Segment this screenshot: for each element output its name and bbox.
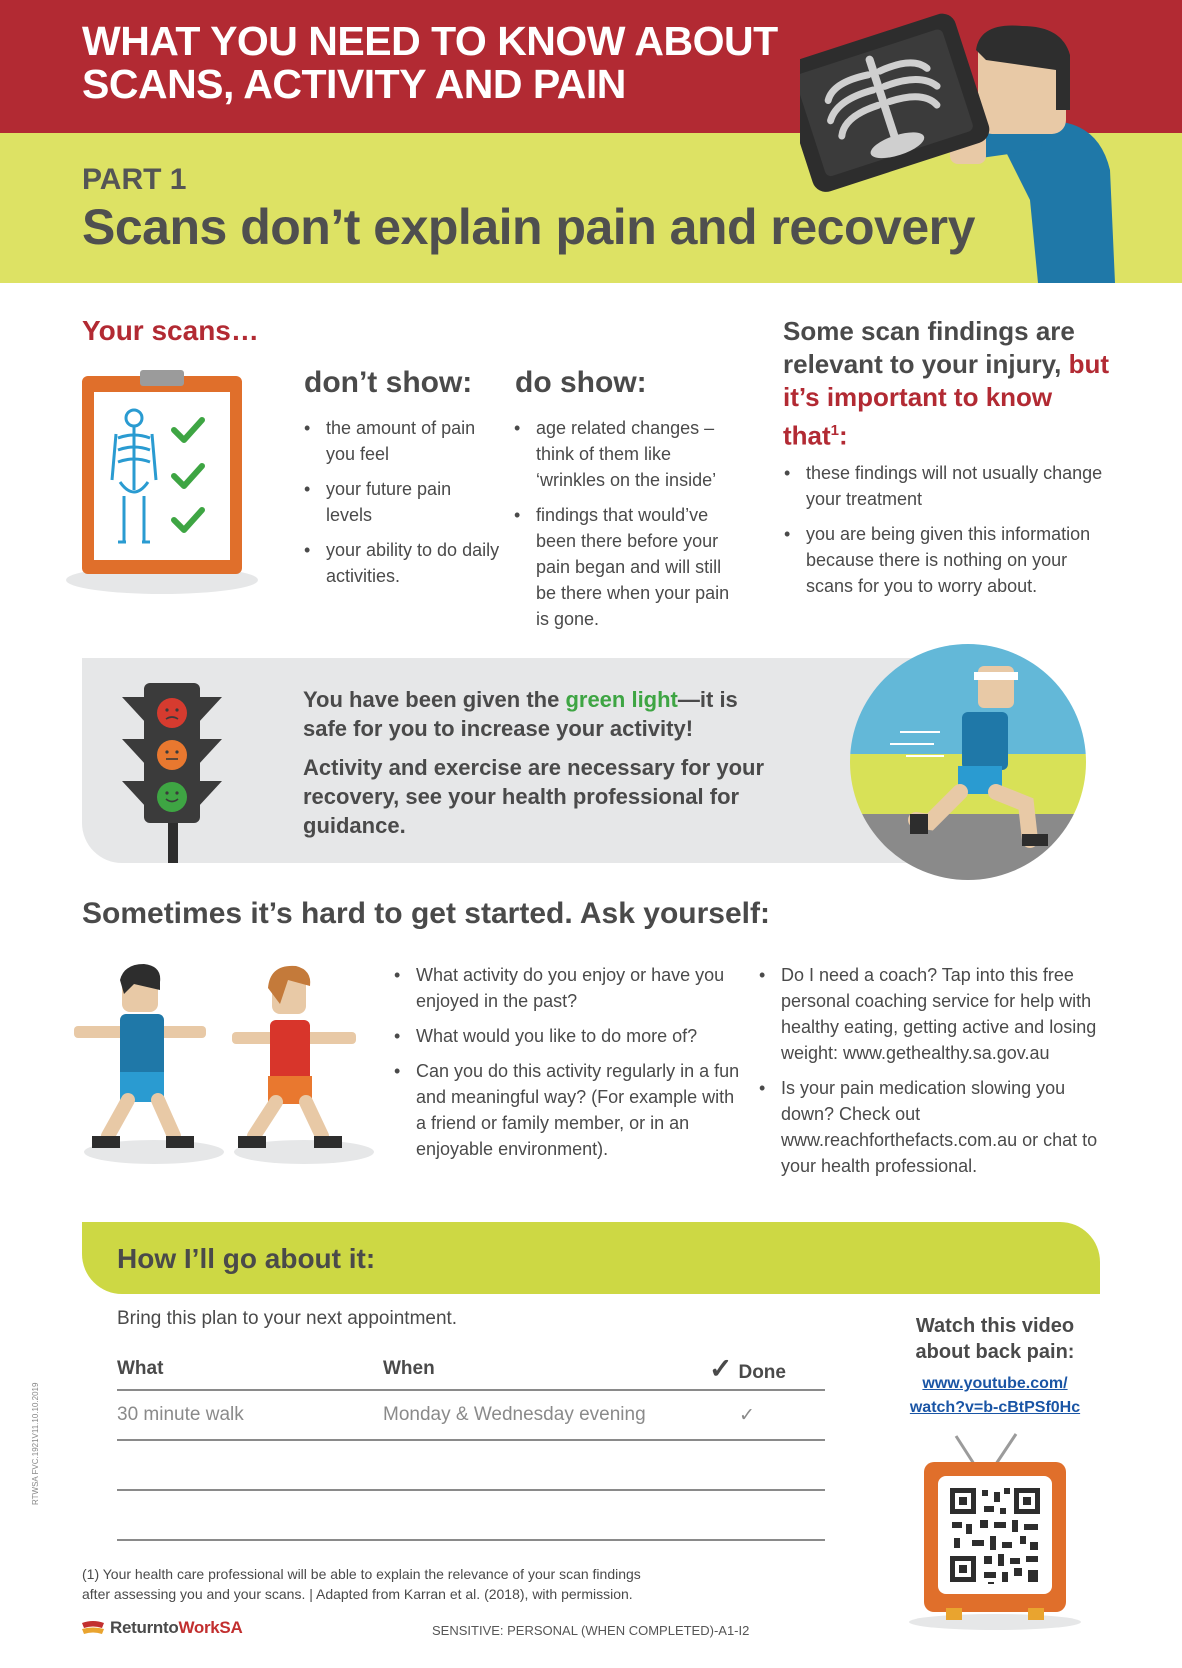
list-item: • age related changes – think of them like ‘wrinkles on the inside’ <box>512 415 742 493</box>
plan-when-cell[interactable] <box>383 1490 709 1540</box>
plan-what-cell[interactable]: 30 minute walk <box>117 1390 383 1440</box>
page-title-line2: SCANS, ACTIVITY AND PAIN <box>82 61 626 107</box>
clipboard-illustration <box>62 370 262 600</box>
dont-show-heading: don’t show: <box>304 366 473 399</box>
list-item: • you are being given this information because there is nothing on your scans for you to worry about. <box>782 521 1112 599</box>
list-item: • your ability to do daily activities. <box>302 537 502 589</box>
list-item: • Do I need a coach? Tap into this free personal coaching service for help with healthy eating, getting active and losing weight: www.gethealthy.sa.gov.au <box>757 962 1107 1066</box>
do-show-list <box>512 415 742 641</box>
traffic-light-icon <box>122 683 222 863</box>
runner-illustration <box>850 644 1086 880</box>
ask-yourself-heading: Sometimes it’s hard to get started. Ask yourself: <box>82 897 770 930</box>
findings-heading-part2: but it’s important to know that <box>783 349 1110 451</box>
page-title <box>82 20 802 106</box>
clipboard-paper <box>94 392 230 560</box>
sensitivity-label: SENSITIVE: PERSONAL (WHEN COMPLETED)-A1-I2 <box>432 1623 750 1638</box>
plan-done-cell[interactable] <box>709 1440 825 1490</box>
activity-message: Activity and exercise are necessary for your recovery, see your health professional for guidance. <box>303 755 765 838</box>
column-header-done <box>709 1348 825 1390</box>
page-title-line1: WHAT YOU NEED TO KNOW ABOUT <box>82 18 778 64</box>
dont-show-list <box>302 415 502 598</box>
tick-icon: ✓ <box>709 1353 733 1384</box>
list-item: • these findings will not usually change your treatment <box>782 460 1112 512</box>
list-item: • What would you like to do more of? <box>392 1023 742 1049</box>
list-item: • the amount of pain you feel <box>302 415 502 467</box>
exercisers-illustration <box>74 960 374 1166</box>
plan-table <box>117 1348 825 1541</box>
plan-done-cell[interactable] <box>709 1490 825 1540</box>
footnote-marker: 1 <box>830 422 840 439</box>
video-link-line1[interactable]: www.youtube.com/ <box>922 1375 1068 1392</box>
list-item: • findings that would’ve been there before your pain began and will still be there when your pain is gone. <box>512 502 742 632</box>
list-item: • Is your pain medication slowing you down? Check out www.reachforthefacts.com.au or chat to your health professional. <box>757 1075 1107 1179</box>
column-header-when: When <box>383 1348 709 1390</box>
findings-list <box>782 460 1112 608</box>
ask-list-left <box>392 962 742 1171</box>
red-light <box>157 698 187 728</box>
footnote-line2: after assessing you and your scans. | Adapted from Karran et al. (2018), with permission. <box>82 1586 633 1602</box>
part-title: Scans don’t explain pain and recovery <box>82 199 975 255</box>
plan-when-cell[interactable]: Monday & Wednesday evening <box>383 1390 709 1440</box>
plan-what-cell[interactable] <box>117 1490 383 1540</box>
xray-illustration <box>800 0 1182 283</box>
clipboard-clip <box>140 370 184 386</box>
table-row <box>117 1490 825 1540</box>
scans-heading: Your scans… <box>82 315 259 346</box>
table-row <box>117 1440 825 1490</box>
column-header-done-label: Done <box>738 1362 786 1383</box>
findings-heading <box>783 315 1113 453</box>
video-link[interactable] <box>880 1372 1110 1420</box>
footnote <box>82 1564 682 1604</box>
video-heading: Watch this video about back pain: <box>915 1315 1075 1363</box>
tv-qr-illustration <box>900 1432 1090 1632</box>
column-header-what: What <box>117 1348 383 1390</box>
plan-when-cell[interactable] <box>383 1440 709 1490</box>
list-item: • your future pain levels <box>302 476 502 528</box>
part-label: PART 1 <box>82 163 187 196</box>
green-light-text-before: You have been given the <box>303 687 566 712</box>
document-code: RTWSA FVC.1921V11.10.10.2019 <box>31 1382 40 1505</box>
plan-heading: How I’ll go about it: <box>117 1243 376 1274</box>
table-header-row <box>117 1348 825 1390</box>
green-light-text-after: —it is safe for you to increase your activity! <box>303 687 738 741</box>
list-item: • What activity do you enjoy or have you enjoyed in the past? <box>392 962 742 1014</box>
findings-heading-part1: Some scan findings are relevant to your injury, <box>783 316 1075 379</box>
amber-light <box>157 740 187 770</box>
green-light-emphasis: green light <box>565 687 678 712</box>
logo-text-part1: Returnto <box>110 1618 179 1637</box>
green-light <box>157 782 187 812</box>
ask-list-right <box>757 962 1107 1188</box>
plan-note: Bring this plan to your next appointment. <box>117 1308 458 1329</box>
green-light-message <box>303 685 773 743</box>
list-item: • Can you do this activity regularly in a fun and meaningful way? (For example with a friend or family member, or in an enjoyable environment). <box>392 1058 742 1162</box>
logo-text-part2: WorkSA <box>178 1618 243 1637</box>
table-row <box>117 1390 825 1440</box>
do-show-heading: do show: <box>515 366 647 399</box>
returntowork-logo-icon <box>80 1621 106 1635</box>
video-link-line2[interactable]: watch?v=b-cBtPSf0Hc <box>909 1399 1081 1416</box>
plan-done-cell[interactable]: ✓ <box>709 1390 825 1440</box>
plan-what-cell[interactable] <box>117 1440 383 1490</box>
returntowork-logo <box>110 1618 242 1638</box>
footnote-line1: (1) Your health care professional will be able to explain the relevance of your scan findings <box>82 1566 641 1582</box>
findings-heading-colon: : <box>839 420 848 451</box>
